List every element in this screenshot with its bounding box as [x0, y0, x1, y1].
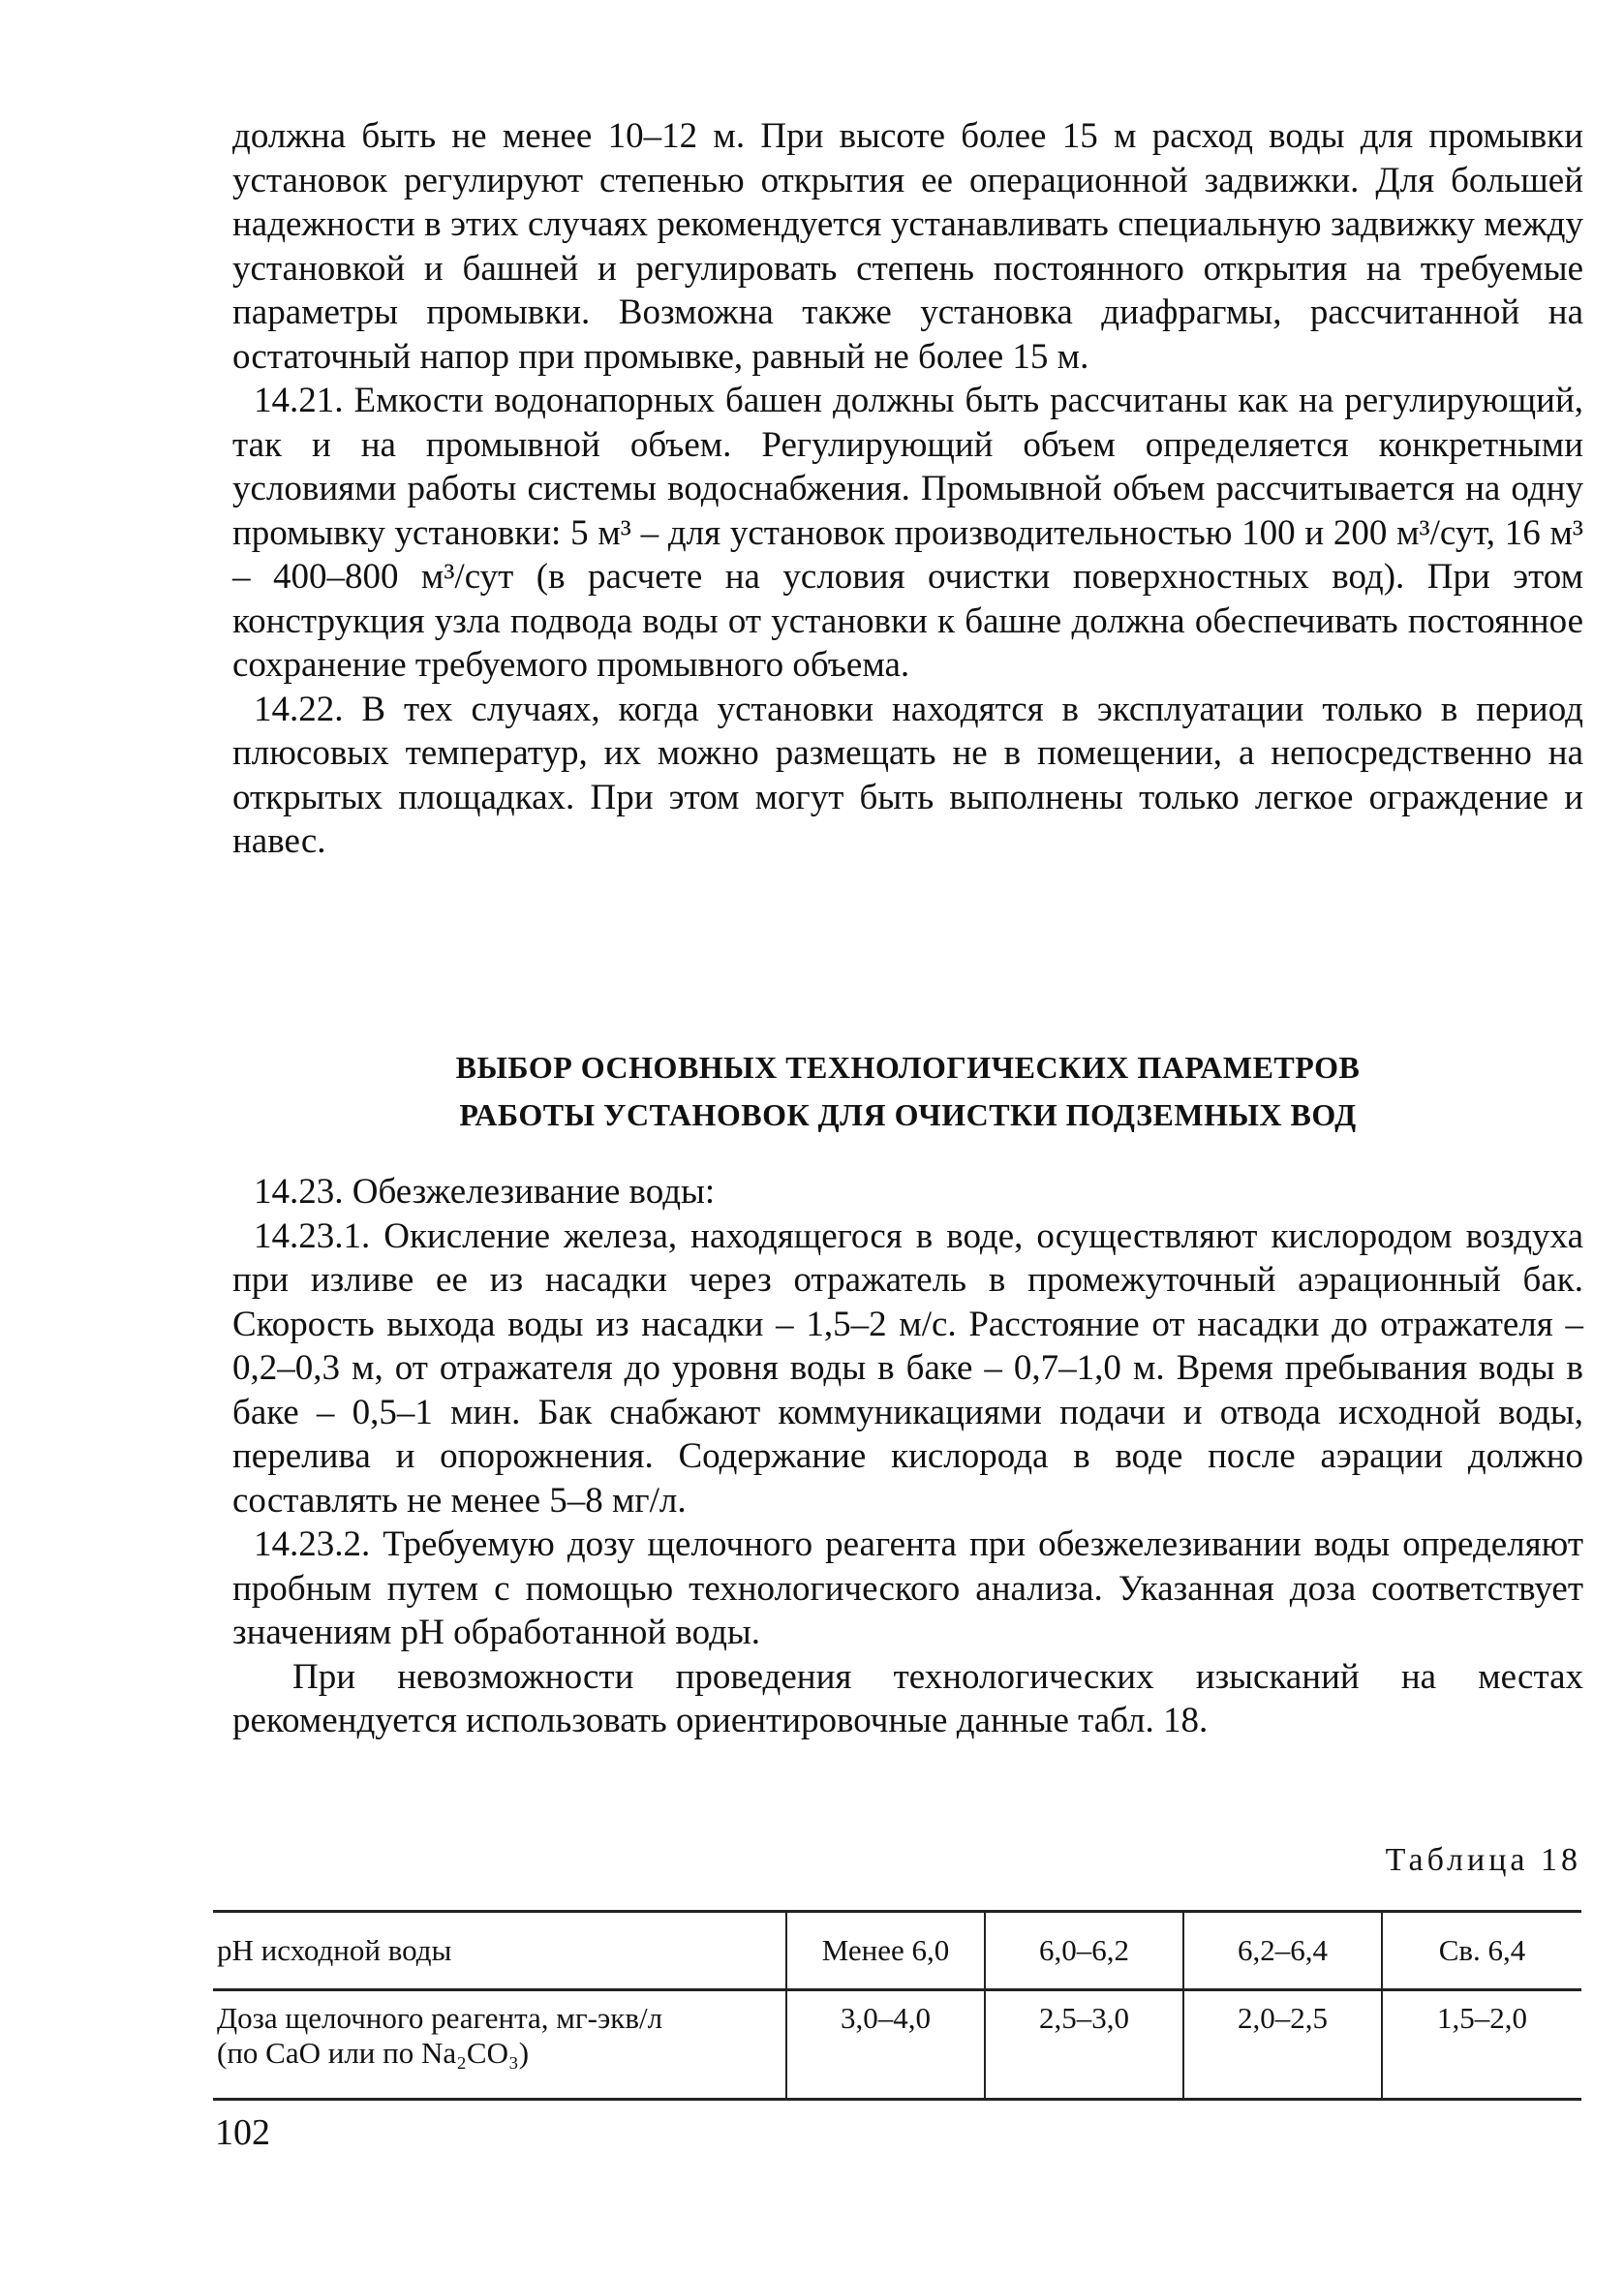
text-section-bottom — [232, 1170, 1583, 1743]
heading-line-1: ВЫБОР ОСНОВНЫХ ТЕХНОЛОГИЧЕСКИХ ПАРАМЕТРОВ — [455, 1050, 1361, 1085]
header-cell-ph: pH исходной воды — [213, 1912, 786, 1990]
header-cell-lt-6: Менее 6,0 — [786, 1912, 985, 1990]
page-number: 102 — [215, 2112, 270, 2153]
section-heading — [232, 1044, 1583, 1139]
paragraph-14-23-2: 14.23.2. Требуемую дозу щелочного реагента при обезжелезивании воды определяют пробным путем с помощью технологического анализа. Указанная доза соответствует значениям pH обработанной воды. — [232, 1524, 1583, 1652]
value-cell: 2,5–3,0 — [985, 1990, 1183, 2100]
paragraph-14-23-1: 14.23.1. Окисление железа, находящегося в воде, осуществляют кислородом воздуха при изливе ее из насадки через отражатель в промежуточный аэрационный бак. Скорость выхода воды из насадки – 1,5–2 м/с. Расстояние от насадки до отражателя – 0,2–0,3 м, от отражателя до уровня воды в баке – 0,7–1,0 м. Время пребывания воды в баке – 0,5–1 мин. Бак снабжают коммуникациями подачи и отвода исходной воды, перелива и опорожнения. Содержание кислорода в воде после аэрации должно составлять не менее 5–8 мг/л. — [232, 1215, 1583, 1521]
paragraph-continuation: должна быть не менее 10–12 м. При высоте более 15 м расход воды для промывки установок регулируют степенью открытия ее операционной задвижки. Для большей надежности в этих случаях рекомендуется устанавливать специальную задвижку между установкой и башней и регулировать степень постоянного открытия на требуемые параметры промывки. Возможна также установка диафрагмы, рассчитанной на остаточный напор при промывке, равный не более 15 м. — [232, 116, 1583, 377]
data-table-18 — [213, 1910, 1581, 2101]
row-label-line-1: Доза щелочного реагента, мг-экв/л — [217, 2001, 663, 2035]
paragraph-14-22: 14.22. В тех случаях, когда установки находятся в эксплуатации только в период плюсовых температур, их можно размещать не в помещении, а непосредственно на открытых площадках. При этом могут быть выполнены только легкое ограждение и навес. — [232, 689, 1583, 861]
header-cell-6-6-2: 6,0–6,2 — [985, 1912, 1183, 1990]
value-cell: 1,5–2,0 — [1382, 1990, 1581, 2100]
paragraph-table-reference: При невозможности проведения технологических изысканий на местах рекомендуется использовать ориентировочные данные табл. 18. — [232, 1656, 1583, 1740]
text-section-top — [232, 114, 1583, 864]
table-caption: Таблица 18 — [1385, 1842, 1581, 1878]
row-label-line-2: (по CaO или по Na₂CO₃) — [217, 2036, 530, 2070]
header-cell-6-2-6-4: 6,2–6,4 — [1183, 1912, 1382, 1990]
heading-line-2: РАБОТЫ УСТАНОВОК ДЛЯ ОЧИСТКИ ПОДЗЕМНЫХ ВОД — [459, 1097, 1357, 1132]
paragraph-14-23: 14.23. Обезжелезивание воды: — [254, 1172, 716, 1212]
table-header-row — [213, 1912, 1581, 1990]
value-cell: 2,0–2,5 — [1183, 1990, 1382, 2100]
table-row — [213, 1990, 1581, 2100]
value-cell: 3,0–4,0 — [786, 1990, 985, 2100]
header-cell-gt-6-4: Св. 6,4 — [1382, 1912, 1581, 1990]
row-label-cell — [213, 1990, 786, 2100]
paragraph-14-21: 14.21. Емкости водонапорных башен должны быть рассчитаны как на регулирующий, так и на промывной объем. Регулирующий объем определяется конкретными условиями работы системы водоснабжения. Промывной объем рассчитывается на одну промывку установки: 5 м³ – для установок производительностью 100 и 200 м³/сут, 16 м³ – 400–800 м³/сут (в расчете на условия очистки поверхностных вод). При этом конструкция узла подвода воды от установки к башне должна обеспечивать постоянное сохранение требуемого промывного объема. — [232, 381, 1583, 685]
